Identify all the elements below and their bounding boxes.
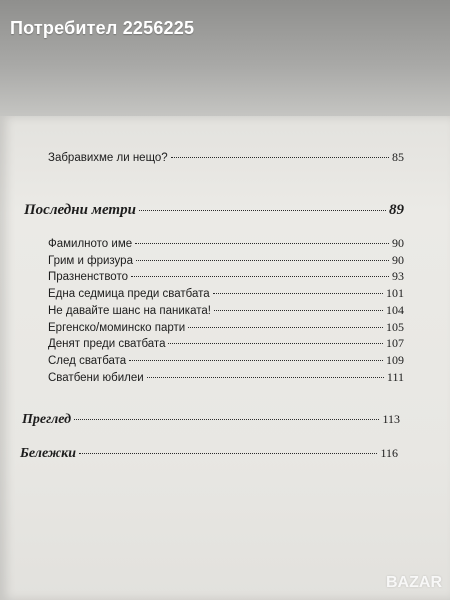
toc-entry	[48, 236, 404, 251]
toc-entry-title: Ергенско/моминско парти	[48, 322, 186, 334]
toc-entry-page: 104	[386, 303, 404, 317]
dot-leader	[214, 310, 383, 311]
dot-leader	[168, 343, 383, 344]
toc-entry	[48, 320, 404, 335]
toc-entry-page: 90	[392, 253, 404, 267]
toc-entry	[48, 150, 404, 165]
toc-entry-title: След сватбата	[48, 355, 127, 367]
bazar-logo: BAZAR	[386, 574, 442, 591]
toc-section	[20, 446, 398, 462]
toc-entry-title: Забравихме ли нещо?	[48, 152, 168, 164]
toc-section-title: Преглед	[22, 412, 72, 427]
dot-leader	[74, 419, 379, 420]
toc-entry	[48, 303, 404, 318]
toc-entry-page: 109	[386, 353, 404, 367]
dot-leader	[129, 360, 383, 361]
dot-leader	[213, 293, 383, 294]
toc-entry-title: Фамилното име	[48, 238, 133, 250]
dot-leader	[131, 276, 389, 277]
toc-section	[22, 412, 400, 428]
toc-section-page: 89	[389, 202, 404, 218]
toc-entry-title: Не давайте шанс на паниката!	[48, 305, 211, 317]
toc-entry-page: 105	[386, 320, 404, 334]
toc-entry-page: 111	[386, 370, 404, 384]
toc-section-page: 113	[382, 412, 400, 426]
toc-entry	[48, 370, 404, 385]
dot-leader	[147, 377, 384, 378]
dot-leader	[171, 157, 389, 158]
dot-leader	[136, 260, 389, 261]
toc-entry-title: Грим и фризура	[48, 255, 133, 267]
toc-entry-page: 90	[392, 236, 404, 250]
toc-section-title: Последни метри	[24, 202, 136, 218]
dot-leader	[79, 453, 377, 454]
dot-leader	[188, 327, 383, 328]
toc-entry-title: Една седмица преди сватбата	[48, 288, 210, 300]
dot-leader	[135, 243, 389, 244]
toc-entry	[48, 286, 404, 301]
dot-leader	[139, 210, 386, 211]
toc-entry-page: 101	[386, 286, 404, 300]
toc-entry	[48, 353, 404, 368]
toc-entry	[48, 253, 404, 268]
toc-entry-page: 85	[392, 150, 404, 164]
toc-entry	[48, 269, 404, 284]
toc-entry-title: Денят преди сватбата	[48, 338, 166, 350]
toc-entry	[48, 336, 404, 351]
toc-section-page: 116	[380, 446, 398, 460]
toc-entry-title: Празненството	[48, 271, 128, 283]
toc-entry-page: 93	[392, 269, 404, 283]
username-watermark: Потребител 2256225	[10, 18, 195, 38]
toc-entry-page: 107	[386, 336, 404, 350]
toc-section	[24, 202, 404, 219]
toc-entry-title: Сватбени юбилеи	[48, 372, 144, 384]
toc-section-title: Бележки	[20, 446, 77, 461]
